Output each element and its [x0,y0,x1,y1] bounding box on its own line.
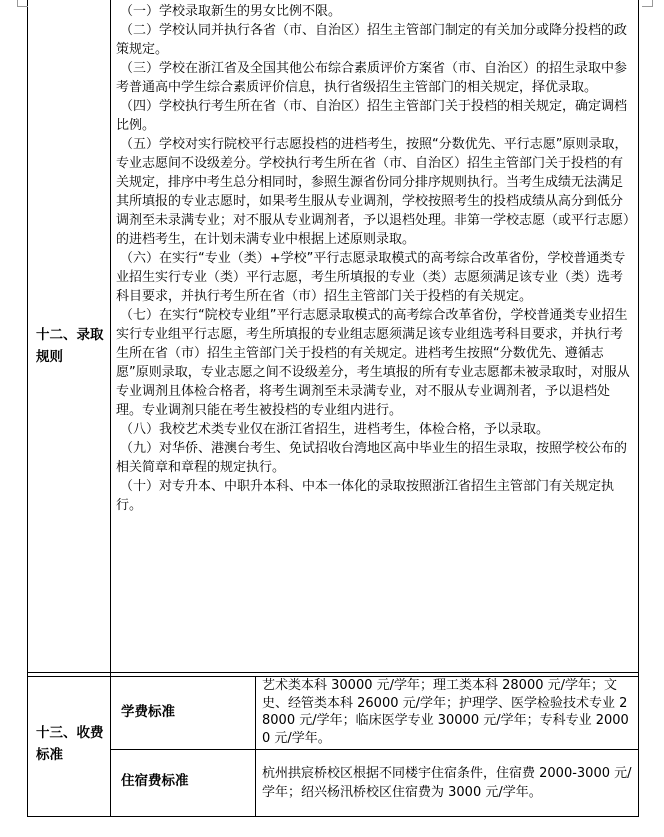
rule-paragraph: （三）学校在浙江省及全国其他公布综合素质评价方案省（市、自治区）的招生录取中参考普通高中学生综合素质评价信息，执行省级招生主管部门的相关规定，择优录取。 [116,61,628,95]
rule-paragraph: （二）学校认同并执行各省（市、自治区）招生主管部门制定的有关加分或降分投档的政策规定。 [116,23,628,57]
tuition-label: 学费标准 [121,704,175,720]
table-border-line [110,749,639,750]
rule-paragraph: （十）对专升本、中职升本科、中本一体化的录取按照浙江省招生主管部门有关规定执行。 [116,479,615,513]
table-border-line [110,0,111,817]
table-border-line [638,0,639,817]
accommodation-content: 杭州拱宸桥校区根据不同楼宇住宿条件，住宿费 2000-3000 元/学年；绍兴杨汛桥校区住宿费为 3000 元/学年。 [262,766,632,800]
corner-marker [642,0,653,7]
rule-paragraph: （六）在实行“专业（类）+学校”平行志愿录取模式的高考综合改革省份，学校普通类专业招生实行专业（类）平行志愿，考生所填报的专业（类）志愿须满足该专业（类）选考科目要求，并执行考生所在省（市）招生主管部门关于投档的有关规定。 [116,251,626,304]
section-label-line: 十二、录取 [36,327,104,343]
tuition-content: 艺术类本科 30000 元/学年；理工类本科 28000 元/学年；文史、经管类本科 26000 元/学年；护理学、医学检验技术专业 28000 元/学年；临床医学专业 30000 元/学年；专科专业 20000 元/学年。 [262,678,629,746]
section-label-line: 标准 [36,747,63,763]
corner-marker [17,0,28,7]
section-label-admission-rules [36,324,108,368]
rule-paragraph: （一）学校录取新生的男女比例不限。 [120,4,342,19]
rule-paragraph: （五）学校对实行院校平行志愿投档的进档考生，按照“分数优先、平行志愿”原则录取，专业志愿间不设级差分。学校执行考生所在省（市、自治区）招生主管部门关于投档的有关规定，排序中考生总分相同时，参照生源省份同分排序规则执行。当考生成绩无法满足其所填报的专业志愿时，如果考生服从专业调剂，学校按照考生的投档成绩从高分到低分调剂至未录满专业；对不服从专业调剂者，予以退档处理。非第一学校志愿（或平行志愿）的进档考生，在计划未满专业中根据上述原则录取。 [116,137,630,247]
table-border-line [255,676,256,817]
admission-rules-content [116,2,634,515]
rule-paragraph: （七）在实行“院校专业组”平行志愿录取模式的高考综合改革省份，学校普通类专业招生实行专业组平行志愿，考生所填报的专业组志愿须满足该专业组选考科目要求，并执行考生所在省（市）招生主管部门关于投档的有关规定。进档考生按照“分数优先、遵循志愿”原则录取，专业志愿之间不设级差分，考生填报的所有专业志愿都未被录取时，对服从专业调剂且体检合格者，将考生调剂至未录满专业，对不服从专业调剂者，予以退档处理。专业调剂只能在考生被投档的专业组内进行。 [116,308,630,418]
table-border-line [27,0,28,817]
accommodation-label: 住宿费标准 [121,773,189,789]
rule-paragraph: （八）我校艺术类专业仅在浙江省招生，进档考生，体检合格，予以录取。 [120,422,550,437]
table-border-line [27,816,639,817]
section-label-line: 规则 [36,349,63,365]
rule-paragraph: （四）学校执行考生所在省（市、自治区）招生主管部门关于投档的相关规定，确定调档比例。 [116,99,628,133]
rule-paragraph: （九）对华侨、港澳台考生、免试招收台湾地区高中毕业生的招生录取，按照学校公布的相关简章和章程的规定执行。 [116,441,628,475]
table-border-line [27,672,639,673]
section-label-line: 十三、收费 [36,725,104,741]
section-label-fees [36,722,108,766]
